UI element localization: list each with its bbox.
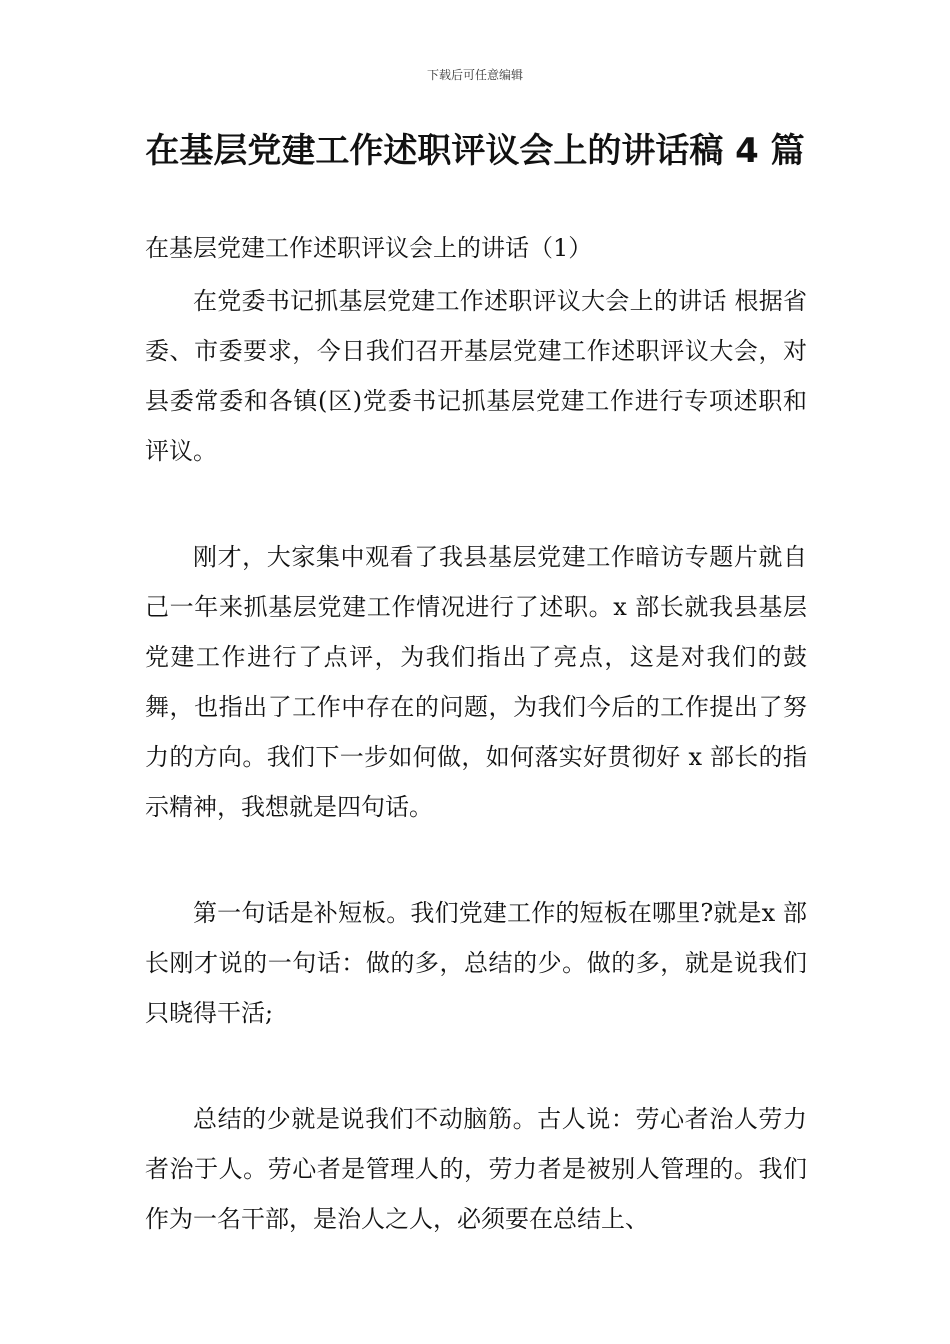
header-note: 下载后可任意编辑 (426, 68, 523, 82)
paragraph-3: 第一句话是补短板。我们党建工作的短板在哪里?就是x 部长刚才说的一句话：做的多，总结的少。做的多，就是说我们只晓得干活; (145, 899, 807, 1027)
document-body (145, 228, 807, 1300)
paragraph-4: 总结的少就是说我们不动脑筋。古人说：劳心者治人劳力者治于人。劳心者是管理人的，劳力者是被别人管理的。我们作为一名干部，是治人之人，必须要在总结上、 (145, 1105, 807, 1233)
section-subtitle: 在基层党建工作述职评议会上的讲话（1） (145, 234, 593, 262)
document-title: 在基层党建工作述职评议会上的讲话稿 4 篇 (145, 131, 805, 171)
paragraph-1: 在党委书记抓基层党建工作述职评议大会上的讲话 根据省委、市委要求，今日我们召开基层党建工作述职评议大会，对县委常委和各镇(区)党委书记抓基层党建工作进行专项述职和评议。 (145, 287, 807, 465)
paragraph-2: 刚才，大家集中观看了我县基层党建工作暗访专题片就自己一年来抓基层党建工作情况进行了述职。x 部长就我县基层党建工作进行了点评，为我们指出了亮点，这是对我们的鼓舞，也指出了工作中存在的问题，为我们今后的工作提出了努力的方向。我们下一步如何做，如何落实好贯彻好 x 部长的指示精神，我想就是四句话。 (145, 543, 807, 821)
